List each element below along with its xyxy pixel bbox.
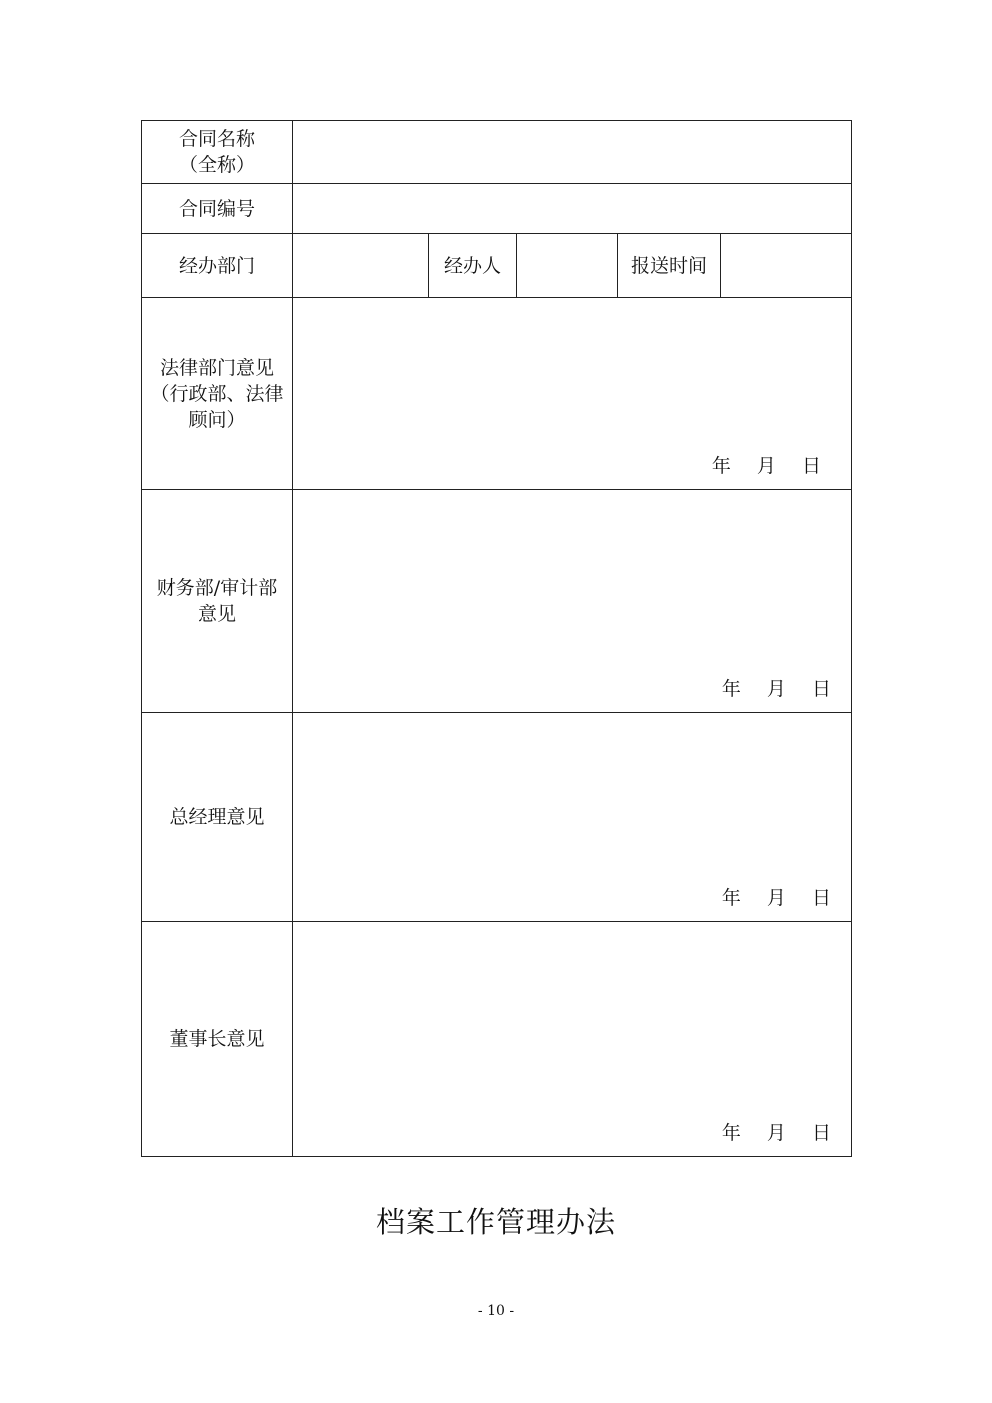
contract-number-label: 合同编号 (142, 184, 293, 234)
legal-opinion-field[interactable] (293, 298, 852, 490)
legal-opinion-row (142, 298, 852, 490)
contract-name-row (142, 121, 852, 184)
chairman-opinion-label: 董事长意见 (142, 922, 293, 1157)
finance-opinion-row (142, 490, 852, 713)
legal-opinion-label-line2: （行政部、法律 (150, 382, 284, 405)
legal-opinion-label-line3: 顾问） (188, 408, 246, 431)
gm-opinion-date: 年 月 日 (721, 887, 834, 909)
finance-opinion-label-line2: 意见 (197, 603, 236, 625)
handler-field[interactable] (517, 234, 618, 298)
chairman-opinion-row (142, 922, 852, 1157)
chairman-opinion-date: 年 月 日 (721, 1122, 834, 1144)
legal-opinion-label-line1: 法律部门意见 (159, 356, 274, 379)
submit-time-label: 报送时间 (618, 234, 721, 298)
gm-opinion-label: 总经理意见 (142, 713, 293, 922)
page-number: - 10 - (477, 1303, 515, 1319)
handler-row (142, 234, 852, 298)
department-label: 经办部门 (142, 234, 293, 298)
contract-name-field[interactable] (293, 121, 852, 184)
finance-opinion-field[interactable] (293, 490, 852, 713)
gm-opinion-field[interactable] (293, 713, 852, 922)
finance-opinion-date: 年 月 日 (721, 678, 834, 700)
gm-opinion-row (142, 713, 852, 922)
finance-opinion-label (142, 490, 293, 713)
contract-name-label-line2: （全称） (178, 154, 255, 176)
contract-name-label (142, 121, 293, 184)
document-title: 档案工作管理办法 (375, 1205, 616, 1239)
department-field[interactable] (293, 234, 429, 298)
legal-opinion-date: 年 月 日 (711, 455, 824, 477)
contract-number-field[interactable] (293, 184, 852, 234)
contract-number-row (142, 184, 852, 234)
submit-time-field[interactable] (721, 234, 852, 298)
finance-opinion-label-line1: 财务部/审计部 (156, 577, 278, 599)
handler-label: 经办人 (429, 234, 517, 298)
contract-approval-form (141, 120, 852, 1157)
chairman-opinion-field[interactable] (293, 922, 852, 1157)
legal-opinion-label (142, 298, 293, 490)
contract-name-label-line1: 合同名称 (178, 128, 255, 150)
